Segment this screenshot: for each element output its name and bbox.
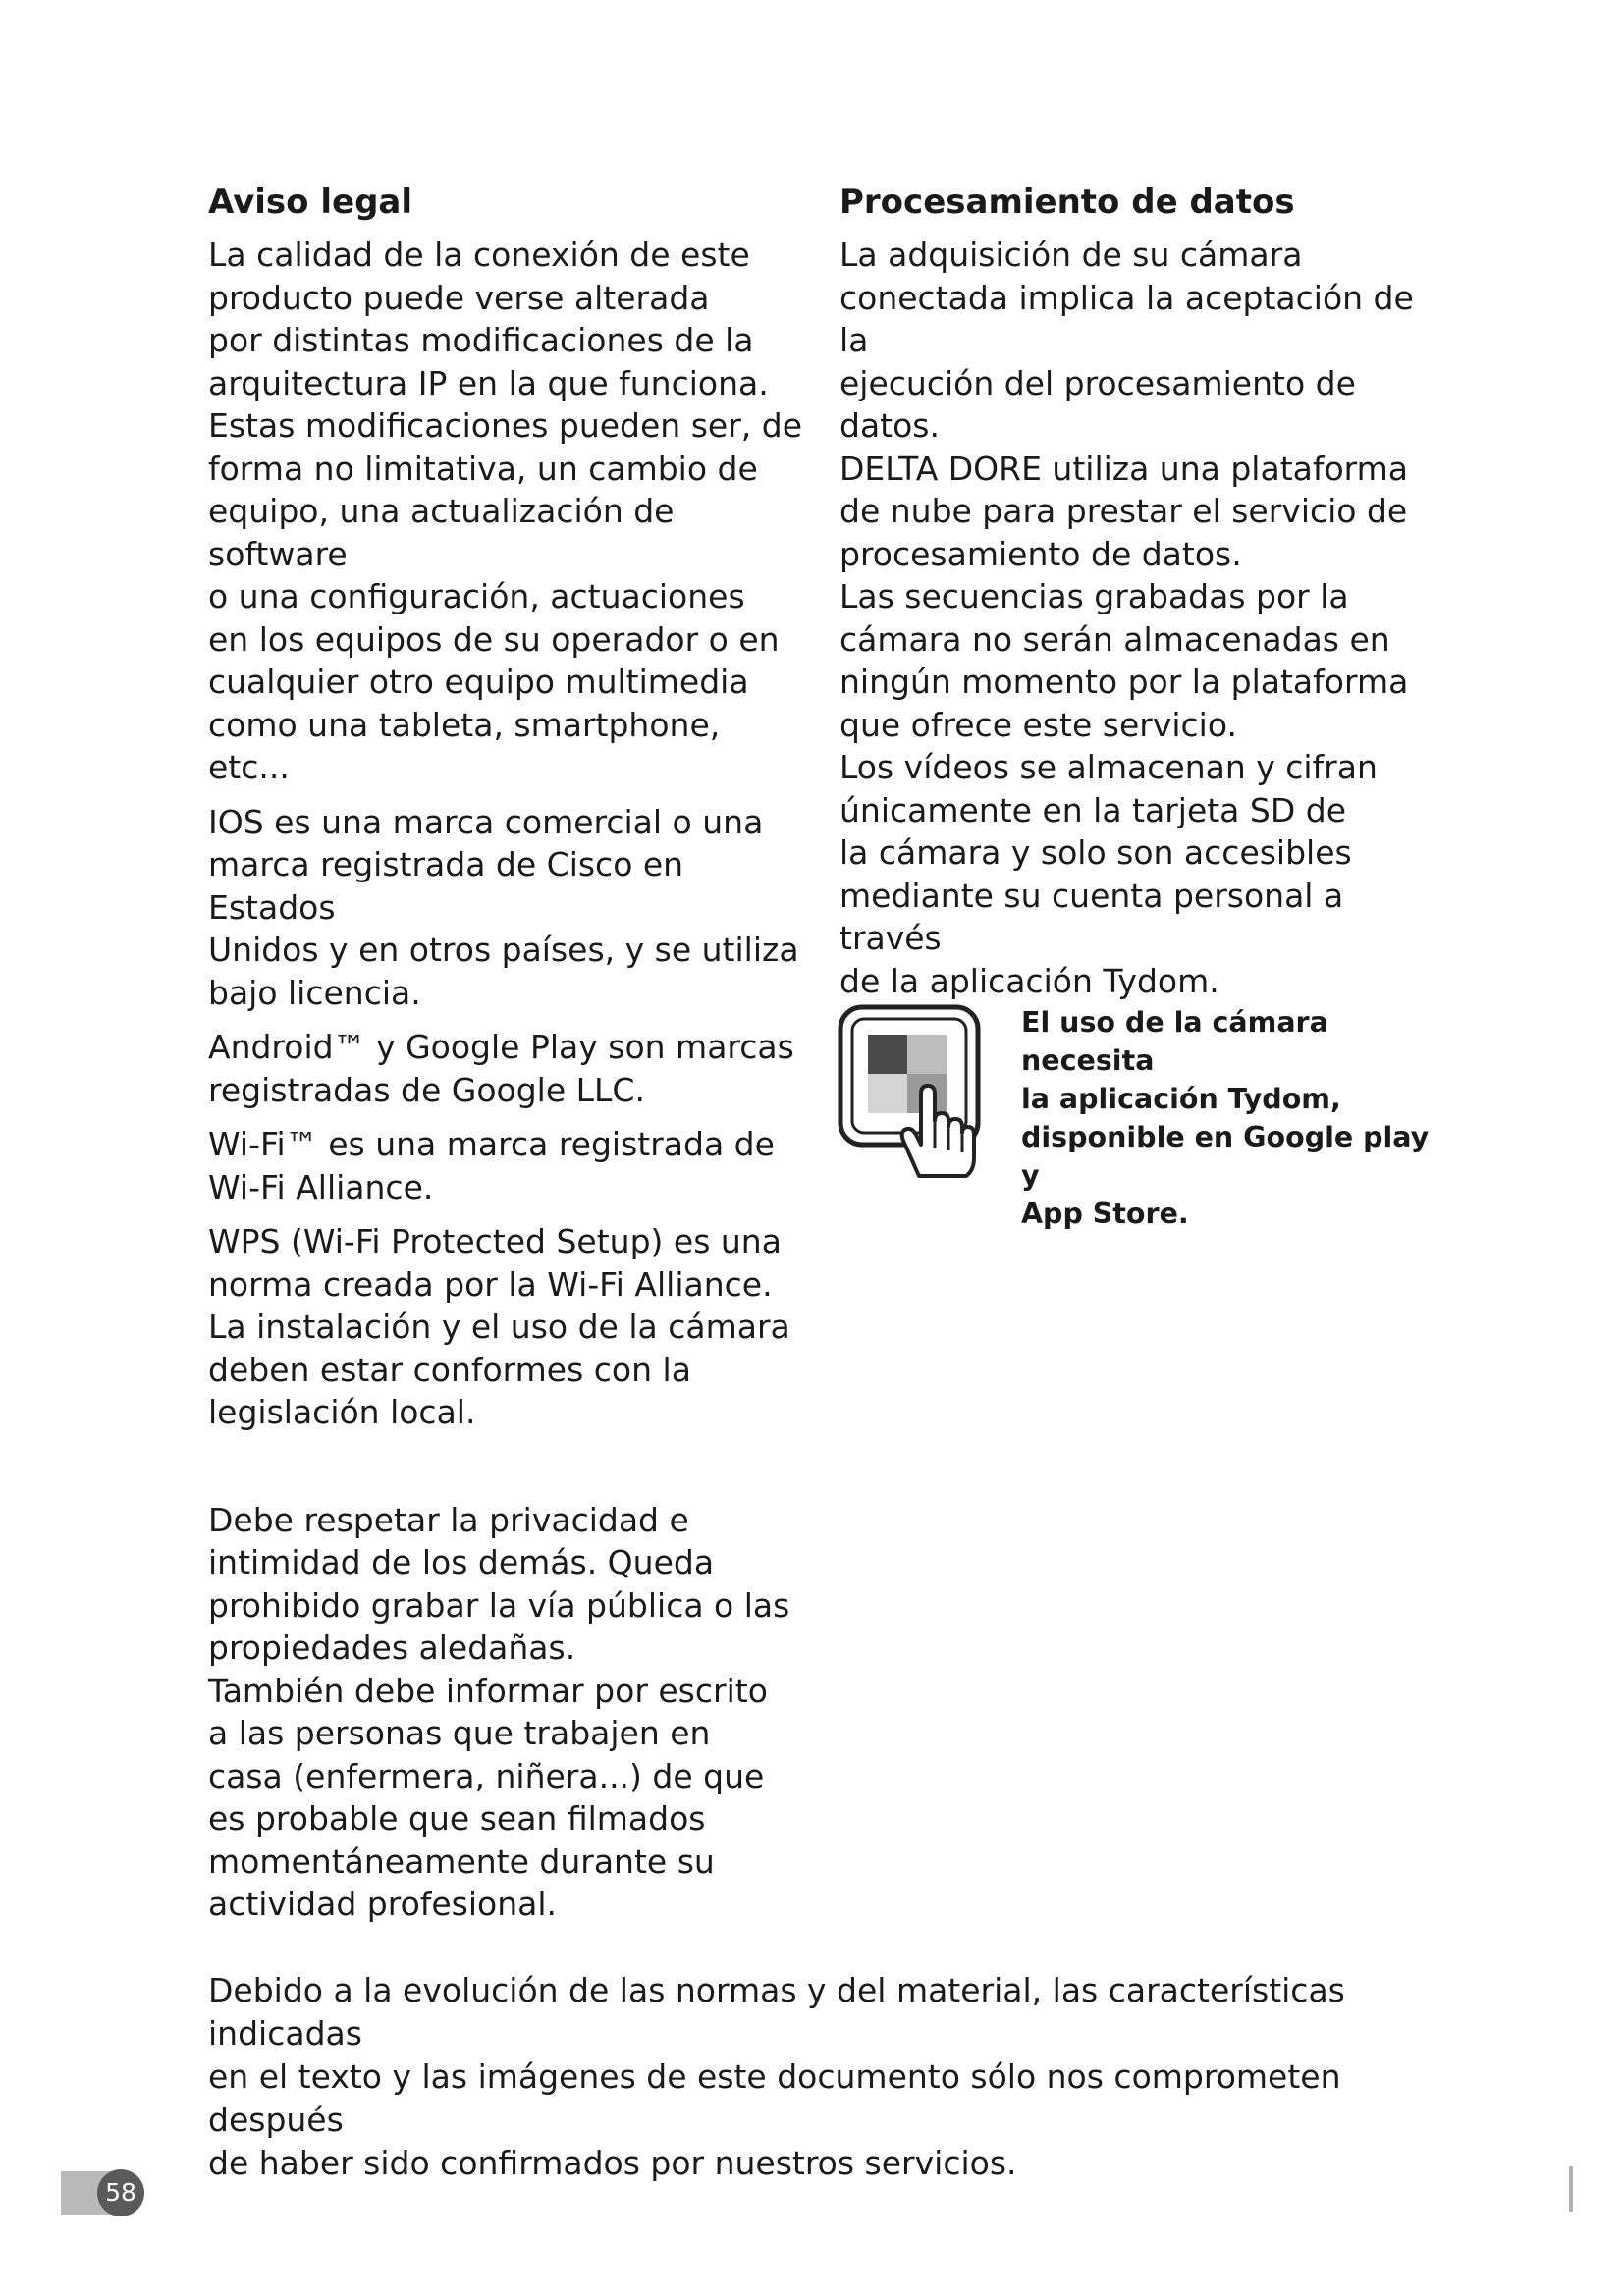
page-edge-mark (1569, 2166, 1573, 2212)
connection-quality-paragraph: La calidad de la conexión de este producto puede verse alterada por distintas modificaciones de la arquitectura IP en la que funciona. Estas modificaciones pueden ser, de forma no limitativa, un cambio de equipo, una actualización de software o una configuración, actuaciones en los equipos de su operador o en cualquier otro equipo multimedia como una tableta, smartphone, etc... (208, 236, 803, 786)
privacy-paragraph: Debe respetar la privacidad e intimidad de los demás. Queda prohibido grabar la vía pública o las propiedades aledañas. También debe informar por escrito a las personas que trabajen en casa (enfermera, niñera...) de que es probable que sean filmados momentáneamente durante su actividad profesional. (208, 1500, 790, 1923)
page-number-badge: 58 (97, 2169, 144, 2216)
data-processing-paragraph: La adquisición de su cámara conectada implica la aceptación de la ejecución del procesamiento de datos. DELTA DORE utiliza una plataforma de nube para prestar el servicio de procesamiento de datos. Las secuencias grabadas por la cámara no serán almacenadas en ningún momento por la plataforma que ofrece este servicio. Los vídeos se almacenan y cifran únicamente en la tarjeta SD de la cámara y solo son accesibles mediante su cuenta personal a través de la aplicación Tydom. (839, 236, 1414, 1000)
android-trademark-paragraph: Android™ y Google Play son marcas registradas de Google LLC. (208, 1028, 794, 1109)
data-processing-heading: Procesamiento de datos (839, 183, 1295, 222)
tydom-app-touch-icon (837, 1003, 984, 1180)
wps-paragraph: WPS (Wi-Fi Protected Setup) es una norma creada por la Wi-Fi Alliance. La instalación y el uso de la cámara deben estar conformes con la legislación local. (208, 1222, 790, 1431)
legal-notice-heading: Aviso legal (208, 183, 413, 222)
tydom-app-note: El uso de la cámara necesita la aplicación Tydom, disponible en Google play y App Store. (1021, 1006, 1430, 1230)
data-processing-column (839, 181, 1438, 1014)
legal-notice-column (208, 181, 807, 1926)
ios-trademark-paragraph: IOS es una marca comercial o una marca registrada de Cisco en Estados Unidos y en otros países, y se utiliza bajo licencia. (208, 802, 799, 1012)
wifi-trademark-paragraph: Wi-Fi™ es una marca registrada de Wi-Fi Alliance. (208, 1125, 775, 1206)
tydom-app-callout (837, 1003, 1445, 1230)
specifications-disclaimer: Debido a la evolución de las normas y del material, las características indicadas en el texto y las imágenes de este documento sólo nos comprometen después de haber sido confirmados por nuestros servicios. (208, 1971, 1345, 2182)
